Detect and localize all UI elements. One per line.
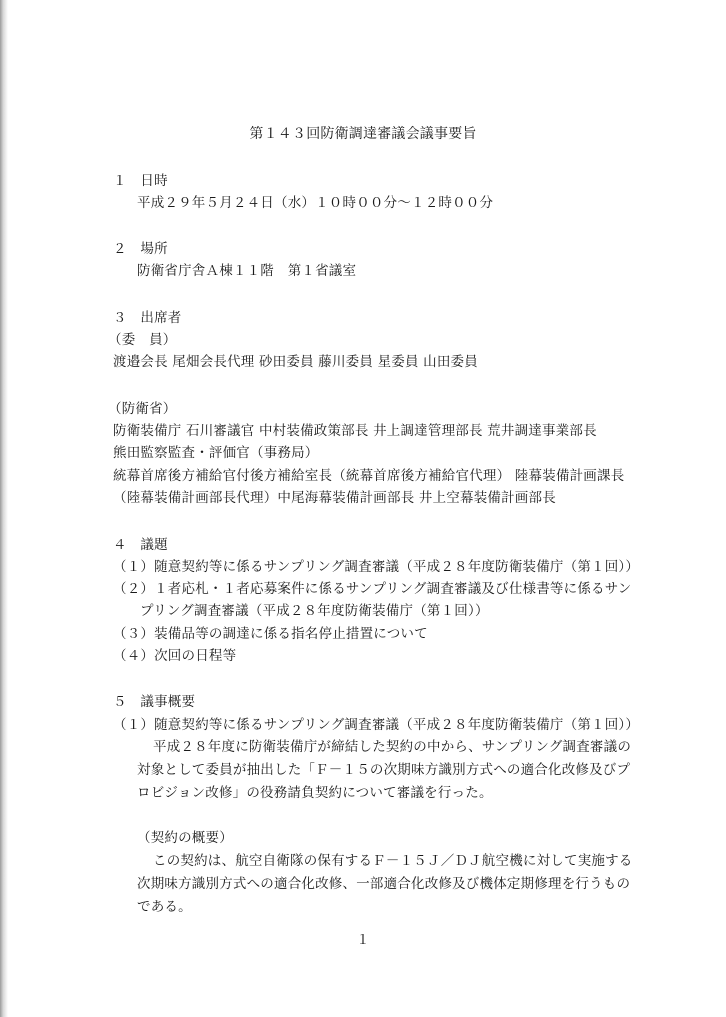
page-number: １ <box>356 933 370 948</box>
overview-paragraph-line: である。 <box>137 899 192 915</box>
summary-paragraph-line: 平成２８年度に防衛装備庁が締結した契約の中から、サンプリング調査審議の <box>153 739 632 755</box>
contract-overview-label: （契約の概要） <box>137 830 233 846</box>
overview-paragraph-line: この契約は、航空自衛隊の保有するＦ－１５Ｊ／ＤＪ航空機に対して実施する <box>153 853 633 869</box>
section-3-heading: ３ 出席者 <box>113 310 182 326</box>
section-4-heading: ４ 議題 <box>113 537 168 553</box>
members-label: （委 員） <box>108 332 177 348</box>
section-2-location: 防衛省庁舎Ａ棟１１階 第１省議室 <box>137 263 357 279</box>
section-2-heading: ２ 場所 <box>113 241 168 257</box>
summary-paragraph-line: ロビジョン改修」の役務請負契約について審議を行った。 <box>137 785 493 801</box>
agenda-item-continued: プリング調査審議（平成２８年度防衛装備庁（第１回）） <box>140 603 489 619</box>
ministry-label: （防衛省） <box>108 401 177 417</box>
summary-subheading: （１）随意契約等に係るサンプリング調査審議（平成２８年度防衛装備庁（第１回）） <box>113 717 640 733</box>
agenda-item: （３）装備品等の調達に係る指名停止措置について <box>113 626 428 642</box>
agenda-item: （２）１者応札・１者応募案件に係るサンプリング調査審議及び仕様書等に係るサン <box>113 581 632 597</box>
overview-paragraph-line: 次期味方識別方式への適合化改修、一部適合化改修及び機体定期修理を行うもの <box>137 876 631 892</box>
members-list: 渡邉会長 尾畑会長代理 砂田委員 藤川委員 星委員 山田委員 <box>113 354 478 370</box>
ministry-line: 統幕首席後方補給官付後方補給室長（統幕首席後方補給官代理） 陸幕装備計画課長 <box>113 468 625 484</box>
summary-paragraph-line: 対象として委員が抽出した「Ｆ－１５の次期味方識別方式への適合化改修及びプ <box>137 762 631 778</box>
agenda-item: （４）次回の日程等 <box>113 648 237 664</box>
ministry-line: 熊田監察監査・評価官（事務局） <box>113 445 319 461</box>
ministry-line: （陸幕装備計画部長代理）中尾海幕装備計画部長 井上空幕装備計画部長 <box>113 490 556 506</box>
agenda-item: （１）随意契約等に係るサンプリング調査審議（平成２８年度防衛装備庁（第１回）） <box>113 559 640 575</box>
section-1-heading: １ 日時 <box>113 173 168 189</box>
ministry-line: 防衛装備庁 石川審議官 中村装備政策部長 井上調達管理部長 荒井調達事業部長 <box>113 423 597 439</box>
document-title: 第１４３回防衛調達審議会議事要旨 <box>249 126 477 142</box>
section-1-datetime: 平成２９年５月２４日（水）１０時００分～１２時００分 <box>137 195 494 211</box>
section-5-heading: ５ 議事概要 <box>113 694 196 710</box>
